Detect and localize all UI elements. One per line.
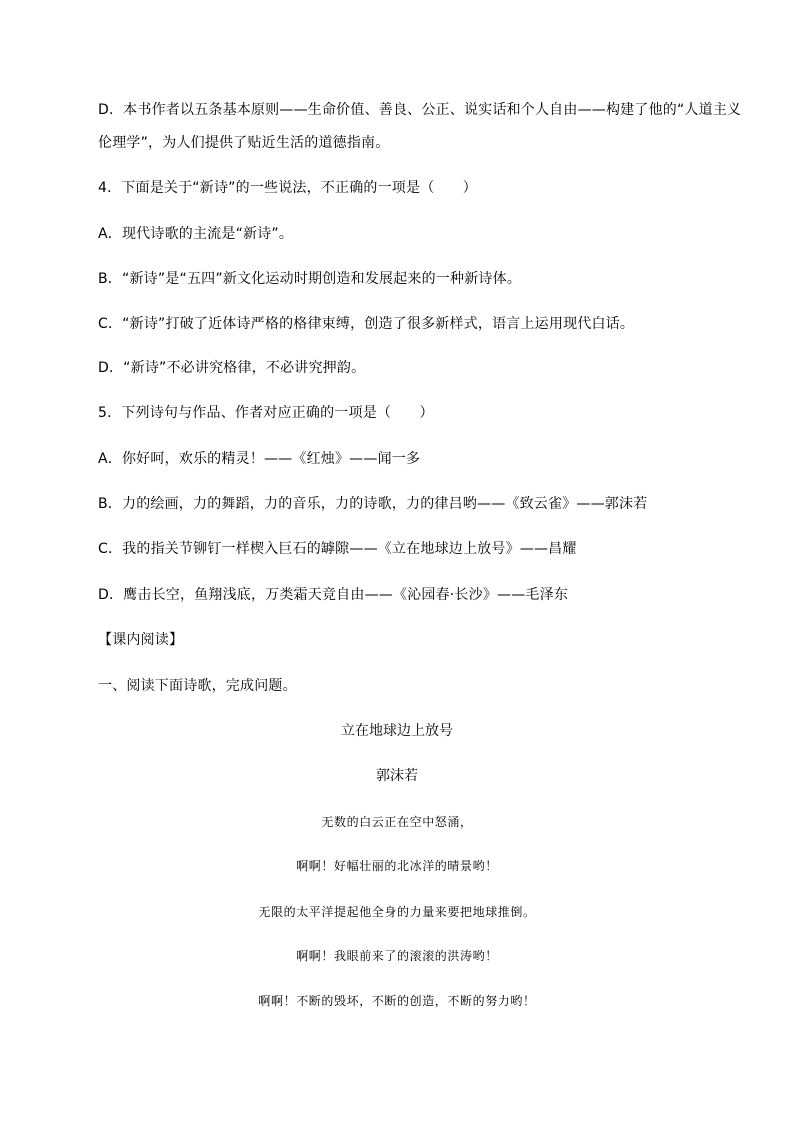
poem-line-4: 啊啊！我眼前来了的滚滚的洪涛哟！	[296, 949, 498, 963]
option-d-line-1: D．本书作者以五条基本原则——生命价值、善良、公正、说实话和个人自由——构建了他的“人道主义	[98, 102, 742, 118]
section-heading: 【课内阅读】	[98, 632, 184, 648]
poem-author: 郭沫若	[376, 768, 418, 784]
poem-line-5: 啊啊！不断的毁坏，不断的创造，不断的努力哟！	[258, 994, 536, 1008]
reading-instruction: 一、阅读下面诗歌，完成问题。	[98, 678, 297, 694]
question-4-option-d: D．“新诗”不必讲究格律，不必讲究押韵。	[98, 360, 366, 376]
question-5-option-c: C．我的指关节铆钉一样楔入巨石的罅隙——《立在地球边上放号》——昌耀	[98, 541, 577, 557]
poem-title: 立在地球边上放号	[341, 723, 453, 739]
question-4: 4．下面是关于“新诗”的一些说法，不正确的一项是（ ）	[98, 180, 478, 196]
question-5: 5．下列诗句与作品、作者对应正确的一项是（ ）	[98, 405, 434, 421]
poem-line-1: 无数的白云正在空中怒涌，	[321, 815, 473, 829]
question-5-option-b: B．力的绘画，力的舞蹈，力的音乐，力的诗歌，力的律吕哟——《致云雀》——郭沫若	[98, 496, 648, 512]
option-d-line-2: 伦理学”，为人们提供了贴近生活的道德指南。	[98, 135, 390, 151]
question-4-option-b: B．“新诗”是“五四”新文化运动时期创造和发展起来的一种新诗体。	[98, 271, 522, 287]
poem-line-3: 无限的太平洋提起他全身的力量来要把地球推倒。	[258, 905, 536, 919]
question-5-option-a: A．你好呵，欢乐的精灵！——《红烛》——闻一多	[98, 451, 421, 467]
question-5-option-d: D．鹰击长空，鱼翔浅底，万类霜天竞自由——《沁园春·长沙》——毛泽东	[98, 587, 569, 603]
poem-line-2: 啊啊！好幅壮丽的北冰洋的晴景哟！	[296, 859, 498, 873]
question-4-option-c: C．“新诗”打破了近体诗严格的格律束缚，创造了很多新样式，语言上运用现代白话。	[98, 316, 635, 332]
question-4-option-a: A．现代诗歌的主流是“新诗”。	[98, 226, 294, 242]
